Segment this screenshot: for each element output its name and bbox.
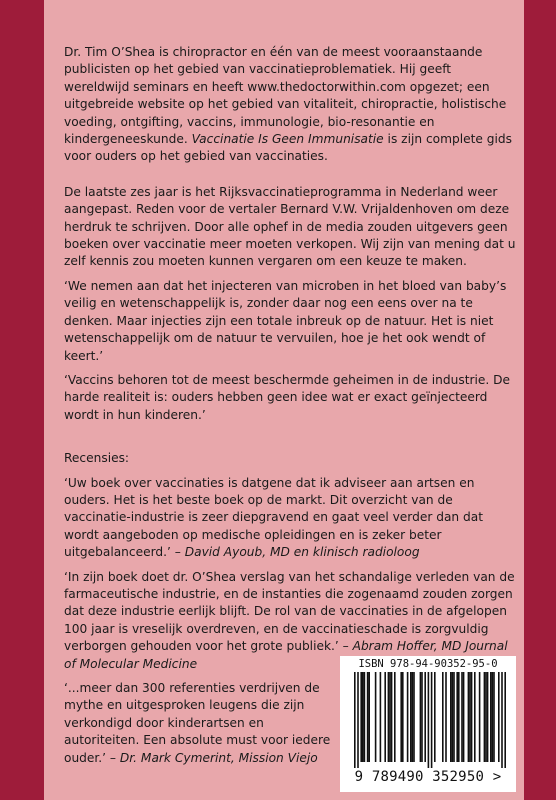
barcode-bar (420, 672, 422, 762)
barcode-bar (471, 672, 473, 762)
barcode-bar (367, 672, 369, 762)
barcode-bar (375, 672, 377, 762)
barcode-bar (458, 672, 460, 762)
barcode-bar (384, 672, 386, 762)
reviews-heading: Recensies: (64, 451, 130, 466)
barcode-bar (463, 672, 465, 762)
right-color-band (524, 0, 556, 800)
barcode-bar (428, 672, 430, 768)
reprint-paragraph: De laatste zes jaar is het Rijksvaccinatieprogramma in Nederland weer aangepast. Reden voor de vertaler Bernard V.W. Vrijaldenhoven om deze herdruk te schrijven. Door alle ophef in de media zouden uitgevers geen boeken over vaccinatie meer moeten verkopen. Wij zijn van mening dat u zelf kennis zou moeten kunnen vergaren om een keuze te maken. (64, 184, 516, 269)
barcode-bar (431, 672, 433, 768)
barcode-bar (487, 672, 489, 762)
author-bio-text: Dr. Tim O’Shea is chiropractor en één van de meest vooraanstaande publicisten op het gebied van vaccinatieproblematiek. Hij geeft wereldwijd seminars en heeft www.thedoctorwithin.com opgezet; een uitgebreide website op het gebied van vitaliteit, chiropractie, holistische voeding, ontgifting, vaccins, immunologie, bio-resonantie en kindergeneeskunde. (64, 45, 507, 147)
barcode-bars (346, 672, 510, 768)
barcode-bar (394, 672, 396, 762)
barcode-bar (410, 672, 412, 762)
review-2-text: ‘In zijn boek doet dr. O’Shea verslag van het schandalige verleden van de farmaceutische industrie, en de instanties die zogenaamd zouden zorgen dat deze industrie eerlijk blijft. De rol van de vaccinaties in de afgelopen 100 jaar is vreselijk overdreven, en de vaccinatieschade is zorgvuldig verborgen gehouden voor het grote publiek.’ (64, 569, 515, 654)
barcode-bar (452, 672, 454, 762)
barcode-bar (468, 672, 470, 762)
ean-digits: 9 789490 352950 > (354, 769, 502, 785)
review-3-attribution: – Dr. Mark Cymerint, Mission Viejo (106, 750, 318, 765)
barcode-bar (469, 672, 471, 762)
barcode-bar (474, 672, 476, 762)
barcode-bar (479, 672, 481, 762)
barcode-bar (424, 672, 426, 762)
barcode-bar (485, 672, 487, 762)
barcode-bar (434, 672, 436, 762)
barcode-bar (453, 672, 455, 762)
barcode-bar (445, 672, 447, 762)
barcode-bar (501, 672, 503, 768)
barcode-bar (461, 672, 463, 762)
barcode-bar (442, 672, 444, 762)
review-1-attribution: – David Ayoub, MD en klinisch radioloog (170, 545, 420, 560)
barcode-bar (388, 672, 390, 762)
barcode-bar (362, 672, 364, 762)
barcode-bar (490, 672, 492, 762)
barcode-bar (360, 672, 362, 762)
barcode-bar (354, 672, 356, 768)
barcode-bar (493, 672, 495, 762)
barcode-bar (504, 672, 506, 768)
barcode-bar (389, 672, 391, 762)
review-1 (64, 475, 516, 562)
barcode-bar (380, 672, 382, 762)
review-3-text: ‘...meer dan 300 referenties verdrijven de mythe en uitgesproken leugens die zijn verkondigd door kinderartsen en autoriteiten. Een absolute must voor iedere ouder.’ (64, 681, 331, 765)
book-title-italic: Vaccinatie Is Geen Immunisatie (191, 132, 384, 147)
barcode-bar (357, 672, 359, 768)
left-color-band (0, 0, 44, 800)
review-1-text: ‘Uw boek over vaccinaties is datgene dat ik adviseer aan artsen en ouders. Het is het beste boek op de markt. Dit overzicht van de vaccinatie-industrie is zeer diepgravend en gaat veel verder dan dat wordt aangeboden op medische opleidingen en is zeker beter uitgebalanceerd.’ (64, 475, 483, 560)
barcode-bar (492, 672, 494, 762)
barcode-bar (364, 672, 366, 762)
author-bio-text-end: is zijn complete gids voor ouders op het gebied van vaccinaties. (64, 132, 512, 164)
quote-paragraph-1: ‘We nemen aan dat het injecteren van microben in het bloed van baby’s veilig en wetenschappelijk is, zonder daar nog een eens over na te denken. Maar injecties zijn een totale inbreuk op de natuur. Het is niet wetenschappelijk om de natuur te vervuilen, hoe je het ook wendt of keert.’ (64, 278, 507, 363)
author-bio-paragraph (64, 44, 516, 166)
review-3 (64, 680, 332, 767)
isbn-label: ISBN 978-94-90352-95-0 (358, 658, 498, 670)
barcode-bar (450, 672, 452, 762)
isbn-barcode (340, 656, 516, 792)
quote-paragraph-2: ‘Vaccins behoren tot de meest beschermde geheimen in de industrie. De harde realiteit is: ouders hebben geen idee wat er exact geïnjecteerd wordt in hun kinderen.’ (64, 372, 511, 422)
barcode-bar (412, 672, 414, 762)
barcode-bar (413, 672, 415, 762)
review-2-attribution: – Abram Hoffer, MD Journal of Molecular Medicine (64, 639, 508, 671)
barcode-bar (391, 672, 393, 762)
barcode-bar (421, 672, 423, 762)
barcode-bar (498, 672, 500, 762)
barcode-bar (456, 672, 458, 762)
barcode-bar (402, 672, 404, 762)
barcode-bar (484, 672, 486, 762)
barcode-bar (368, 672, 370, 762)
barcode-bar (407, 672, 409, 762)
barcode-bar (400, 672, 402, 762)
